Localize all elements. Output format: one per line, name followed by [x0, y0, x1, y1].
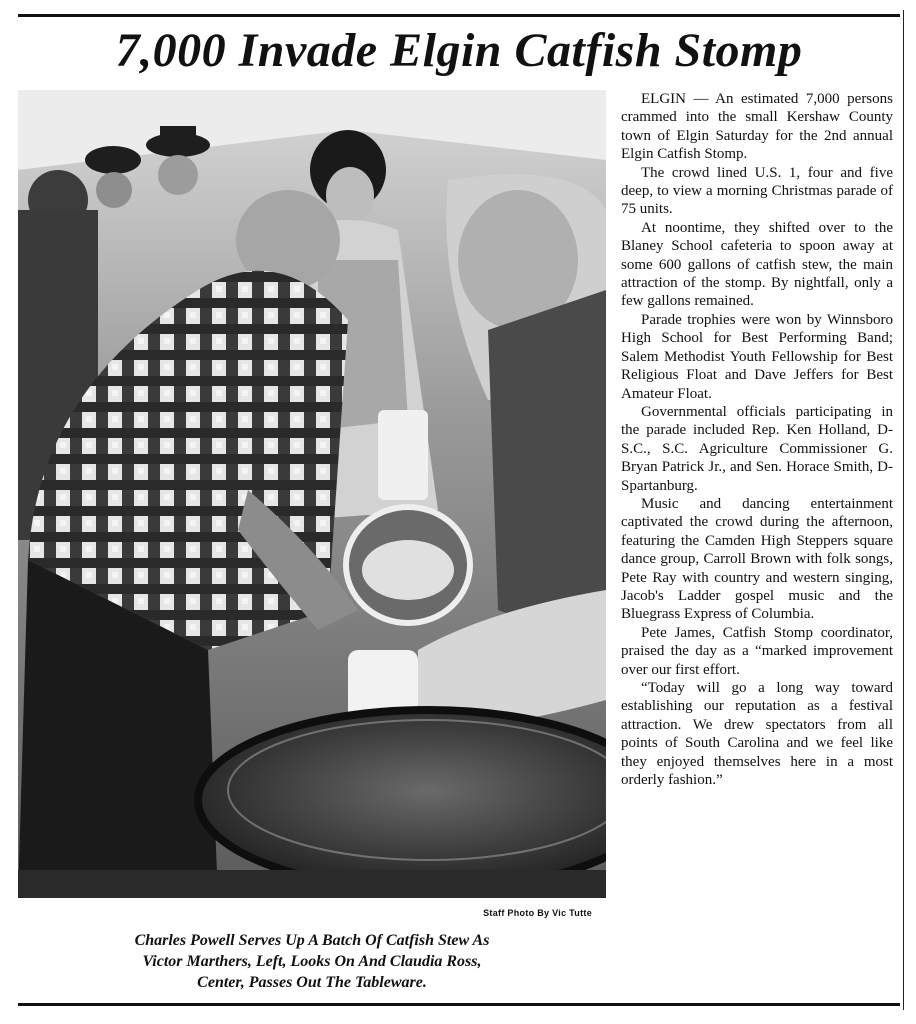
photo-caption — [18, 930, 606, 996]
caption-line: Center, Passes Out The Tableware. — [197, 974, 427, 991]
article-paragraph: At noontime, they shifted over to the Blaney School cafeteria to spoon away at some 600 gallons of catfish stew, the main attraction of the stomp. By nightfall, only a few gallons remained. — [621, 219, 893, 310]
article-paragraph: ELGIN — An estimated 7,000 persons crammed into the small Kershaw County town of Elgin Saturday for the 2nd annual Elgin Catfish Stomp. — [621, 91, 893, 163]
news-photo — [18, 90, 606, 898]
article-paragraph: Governmental officials participating in the parade included Rep. Ken Holland, D-S.C., S.C. Agriculture Commissioner G. Bryan Patrick Jr., and Sen. Horace Smith, D-Spartanburg. — [621, 403, 893, 494]
article-body — [621, 90, 893, 996]
article-paragraph: The crowd lined U.S. 1, four and five deep, to view a morning Christmas parade of 75 units. — [621, 164, 893, 218]
photo-credit: Staff Photo By Vic Tutte — [483, 908, 592, 918]
top-rule — [18, 14, 900, 17]
right-edge-line — [903, 10, 904, 1010]
article-paragraph: Pete James, Catfish Stomp coordinator, praised the day as a “marked improvement over our first effort. — [621, 624, 893, 678]
headline: 7,000 Invade Elgin Catfish Stomp — [115, 24, 803, 77]
bottom-rule — [18, 1003, 900, 1006]
article-paragraph: Parade trophies were won by Winnsboro High School for Best Performing Band; Salem Methodist Youth Fellowship for Best Religious Float and Dave Jeffers for Best Amateur Float. — [621, 311, 893, 402]
caption-line: Victor Marthers, Left, Looks On And Claudia Ross, — [142, 953, 482, 970]
article-paragraph: Music and dancing entertainment captivated the crowd during the afternoon, featuring the Camden High Steppers square dance group, Carroll Brown with folk songs, Pete Ray with country and western singing, Jacob's Ladder gospel music and the Bluegrass Express of Columbia. — [621, 495, 893, 623]
article-paragraph: “Today will go a long way toward establishing our reputation as a festival attraction. We drew spectators from all points of South Carolina and we feel like they enjoyed themselves here in a most orderly fashion.” — [621, 680, 893, 789]
caption-line: Charles Powell Serves Up A Batch Of Catfish Stew As — [134, 932, 490, 949]
